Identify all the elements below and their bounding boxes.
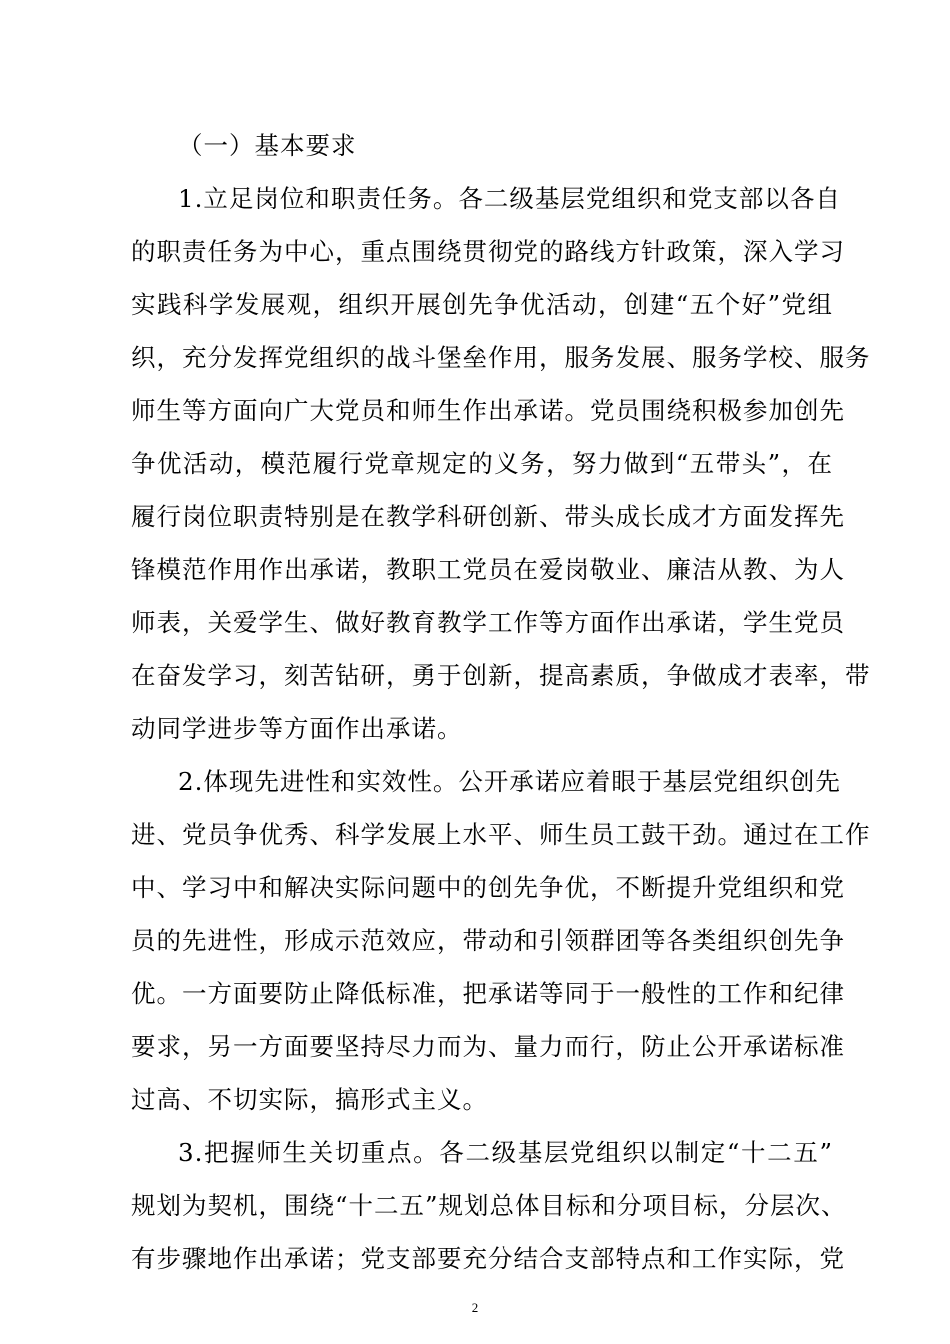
paragraph-1-line-4: 织，充分发挥党组织的战斗堡垒作用，服务发展、服务学校、服务 xyxy=(131,343,871,372)
paragraph-2-line-3: 中、学习中和解决实际问题中的创先争优，不断提升党组织和党 xyxy=(131,873,845,902)
paragraph-1-line-11: 动同学进步等方面作出承诺。 xyxy=(131,714,463,743)
page-number: 2 xyxy=(471,1300,479,1315)
paragraph-2-line-6: 要求，另一方面要坚持尽力而为、量力而行，防止公开承诺标准 xyxy=(131,1032,845,1061)
paragraph-1-line-3: 实践科学发展观，组织开展创先争优活动，创建“五个好”党组 xyxy=(131,290,833,319)
paragraph-1-line-6: 争优活动，模范履行党章规定的义务，努力做到“五带头”，在 xyxy=(131,449,833,478)
paragraph-1-line-2: 的职责任务为中心，重点围绕贯彻党的路线方针政策，深入学习 xyxy=(131,237,845,266)
paragraph-2-line-2: 进、党员争优秀、科学发展上水平、师生员工鼓干劲。通过在工作 xyxy=(131,820,871,849)
paragraph-2-line-5: 优。一方面要防止降低标准，把承诺等同于一般性的工作和纪律 xyxy=(131,979,845,1008)
paragraph-3-line-2: 规划为契机，围绕“十二五”规划总体目标和分项目标，分层次、 xyxy=(131,1191,847,1220)
paragraph-1-line-5: 师生等方面向广大党员和师生作出承诺。党员围绕积极参加创先 xyxy=(131,396,845,425)
paragraph-2-line-7: 过高、不切实际，搞形式主义。 xyxy=(131,1085,488,1114)
paragraph-2-line-1: 2.体现先进性和实效性。公开承诺应着眼于基层党组织创先 xyxy=(178,767,841,796)
paragraph-1-line-8: 锋模范作用作出承诺，教职工党员在爱岗敬业、廉洁从教、为人 xyxy=(131,555,845,584)
paragraph-3-line-3: 有步骤地作出承诺；党支部要充分结合支部特点和工作实际，党 xyxy=(131,1244,845,1273)
paragraph-2-line-4: 员的先进性，形成示范效应，带动和引领群团等各类组织创先争 xyxy=(131,926,845,955)
section-heading: （一）基本要求 xyxy=(178,131,357,160)
paragraph-3-line-1: 3.把握师生关切重点。各二级基层党组织以制定“十二五” xyxy=(178,1138,833,1167)
paragraph-1-line-10: 在奋发学习，刻苦钻研，勇于创新，提高素质，争做成才表率，带 xyxy=(131,661,871,690)
paragraph-1-line-1: 1.立足岗位和职责任务。各二级基层党组织和党支部以各自 xyxy=(178,184,841,213)
paragraph-1-line-7: 履行岗位职责特别是在教学科研创新、带头成长成才方面发挥先 xyxy=(131,502,845,531)
paragraph-1-line-9: 师表，关爱学生、做好教育教学工作等方面作出承诺，学生党员 xyxy=(131,608,845,637)
